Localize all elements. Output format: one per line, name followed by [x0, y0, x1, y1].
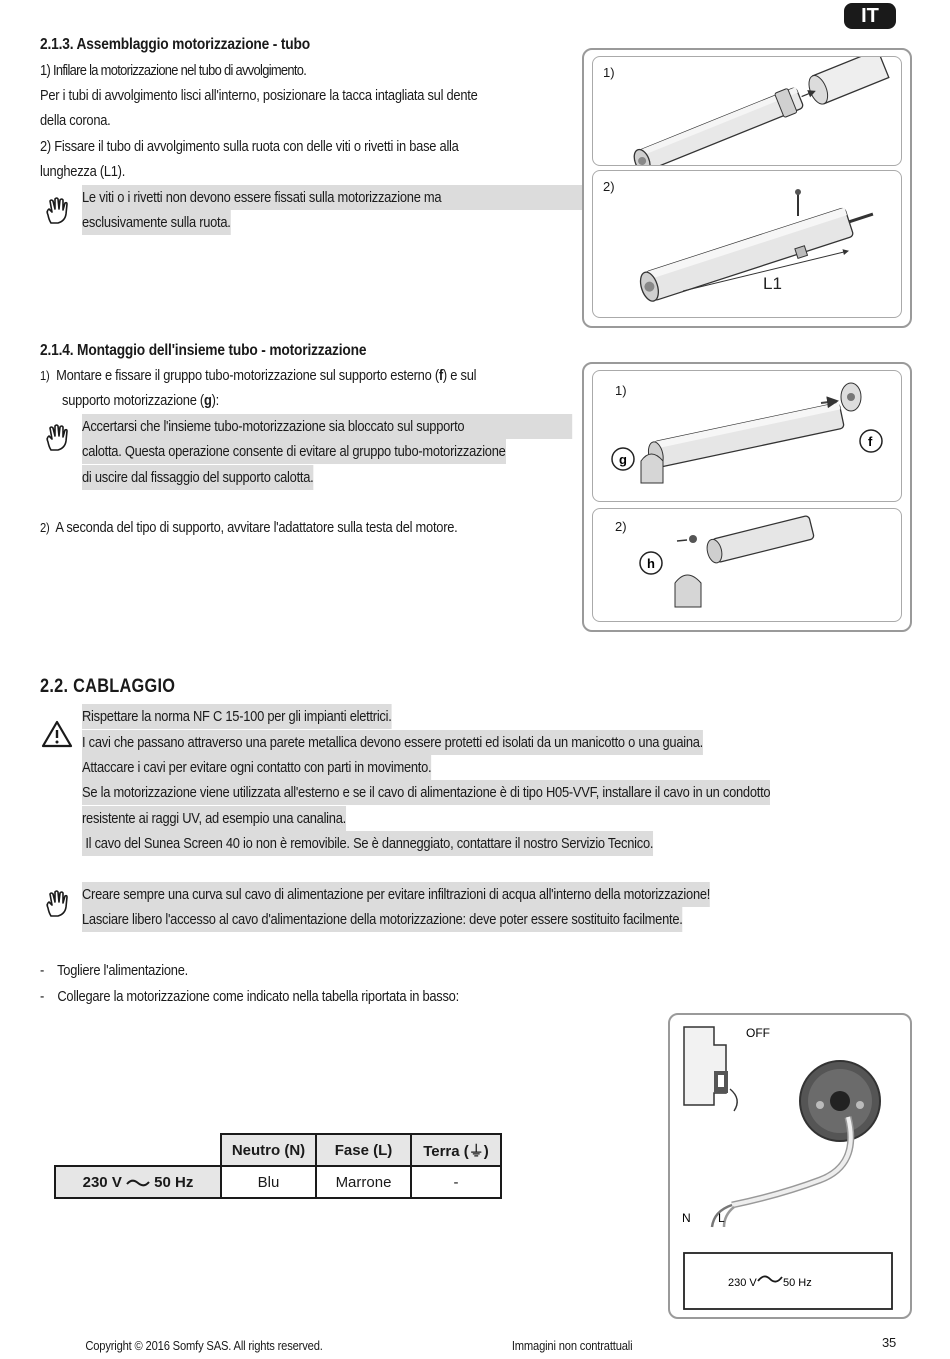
supply-voltage: 230 V [728, 1277, 757, 1289]
figure-panel-1 [592, 56, 902, 166]
list-dash: - [40, 962, 45, 979]
list-dash: - [40, 988, 45, 1005]
table-header-phase: Fase (L) [316, 1134, 411, 1166]
footer-copyright: Copyright © 2016 Somfy SAS. All rights reserved. [85, 1338, 323, 1353]
warning-text: Il cavo del Sunea Screen 40 io non è removibile. Se è danneggiato, contattare il nostro Servizio Tecnico. [82, 831, 653, 856]
paragraph: lunghezza (L1). [40, 163, 126, 180]
callout-g: g [619, 452, 627, 467]
figure-step-label: 1) [603, 65, 615, 80]
list-text: Collegare la motorizzazione come indicato nella tabella riportata in basso: [57, 988, 459, 1005]
supply-frequency: 50 Hz [783, 1277, 812, 1289]
step-number: 1) [40, 368, 50, 383]
length-l1-label: L1 [763, 274, 782, 293]
note-text: Creare sempre una curva sul cavo di alimentazione per evitare infiltrazioni di acqua all'interno della motorizzazione! [82, 882, 710, 907]
language-badge: IT [844, 3, 896, 29]
table-cell-earth: - [411, 1166, 501, 1198]
footer-disclaimer: Immagini non contrattuali [511, 1338, 633, 1353]
warning-text: resistente ai raggi UV, ad esempio una canalina. [82, 806, 346, 831]
paragraph: Per i tubi di avvolgimento lisci all'interno, posizionare la tacca intagliata sul dente [40, 87, 478, 104]
step-text: ): [211, 392, 219, 409]
wiring-table [54, 1133, 502, 1199]
frequency-text: 50 Hz [154, 1173, 194, 1191]
step-text: supporto motorizzazione ( [62, 392, 204, 409]
step-2 [40, 515, 457, 540]
mounting-illustration [593, 371, 901, 501]
section-title-22: 2.2. CABLAGGIO [40, 676, 176, 697]
wiring-illustration [670, 1015, 910, 1317]
hand-note-icon [42, 195, 74, 227]
callout-ref-g: g [203, 392, 212, 409]
callout-f: f [868, 434, 873, 449]
warning-text: Rispettare la norma NF C 15-100 per gli impianti elettrici. [82, 704, 392, 729]
paragraph: 1) Infilare la motorizzazione nel tubo di avvolgimento. [40, 62, 307, 79]
table-cell-phase: Marrone [316, 1166, 411, 1198]
table-row-label [55, 1166, 221, 1198]
note-text: esclusivamente sulla ruota. [82, 210, 231, 235]
warning-text: I cavi che passano attraverso una parete metallica devono essere protetti ed isolati da un manicotto o una guaina. [82, 730, 703, 755]
list-item [40, 984, 459, 1009]
note-text: Lasciare libero l'accesso al cavo d'alimentazione della motorizzazione: deve poter essere sostituito facilmente. [82, 907, 683, 932]
figure-step-label: 1) [615, 383, 627, 398]
section-title-213: 2.1.3. Assemblaggio motorizzazione - tubo [40, 36, 310, 53]
figure-tube-mounting [582, 362, 912, 632]
figure-step-label: 2) [615, 519, 627, 534]
figure-panel-2 [592, 508, 902, 622]
table-corner [55, 1134, 221, 1166]
table-header-neutral: Neutro (N) [221, 1134, 316, 1166]
hand-note-icon [42, 888, 74, 920]
section-title-214: 2.1.4. Montaggio dell'insieme tubo - motorizzazione [40, 342, 367, 359]
warning-icon [41, 720, 73, 748]
step-1-cont [62, 388, 219, 413]
voltage-text: 230 V [82, 1173, 122, 1191]
tube-fixing-illustration [593, 171, 901, 317]
figure-motor-tube-assembly [582, 48, 912, 328]
callout-h: h [647, 556, 655, 571]
note-text: di uscire dal fissaggio del supporto calotta. [82, 465, 313, 490]
note-text: calotta. Questa operazione consente di evitare al gruppo tubo-motorizzazione [82, 439, 506, 464]
figure-panel-1 [592, 370, 902, 502]
off-label: OFF [746, 1026, 770, 1040]
neutral-label: N [682, 1211, 691, 1225]
step-text: A seconda del tipo di supporto, avvitare l'adattatore sulla testa del motore. [55, 519, 458, 536]
ac-wave-icon [126, 1178, 150, 1188]
line-label: L [718, 1211, 725, 1225]
figure-step-label: 2) [603, 179, 615, 194]
table-cell-neutral: Blu [221, 1166, 316, 1198]
step-text: Montare e fissare il gruppo tubo-motorizzazione sul supporto esterno ( [56, 367, 439, 384]
step-1 [40, 363, 573, 388]
page-number: 35 [882, 1335, 897, 1350]
note-text: Accertarsi che l'insieme tubo-motorizzazione sia bloccato sul supporto [82, 414, 572, 439]
warning-text: Attaccare i cavi per evitare ogni contatto con parti in movimento. [82, 755, 431, 780]
step-text: ) e sul [442, 367, 477, 384]
paragraph: della corona. [40, 112, 111, 129]
table-header-earth: Terra (⏚) [411, 1134, 501, 1166]
motor-insert-illustration [593, 57, 901, 165]
paragraph: 2) Fissare il tubo di avvolgimento sulla ruota con delle viti o rivetti in base alla [40, 138, 459, 155]
hand-note-icon [42, 422, 74, 454]
step-number: 2) [40, 520, 50, 535]
note-text: Le viti o i rivetti non devono essere fissati sulla motorizzazione ma [82, 185, 585, 210]
wiring-table-wrap [54, 1133, 502, 1199]
callout-ref-f: f [438, 367, 443, 384]
warning-text: Se la motorizzazione viene utilizzata all'esterno e se il cavo di alimentazione è di tipo H05-VVF, installare il cavo in un condotto [82, 780, 770, 805]
figure-wiring [668, 1013, 912, 1319]
adapter-illustration [593, 509, 901, 621]
list-text: Togliere l'alimentazione. [57, 962, 188, 979]
figure-panel-2 [592, 170, 902, 318]
list-item [40, 958, 188, 983]
